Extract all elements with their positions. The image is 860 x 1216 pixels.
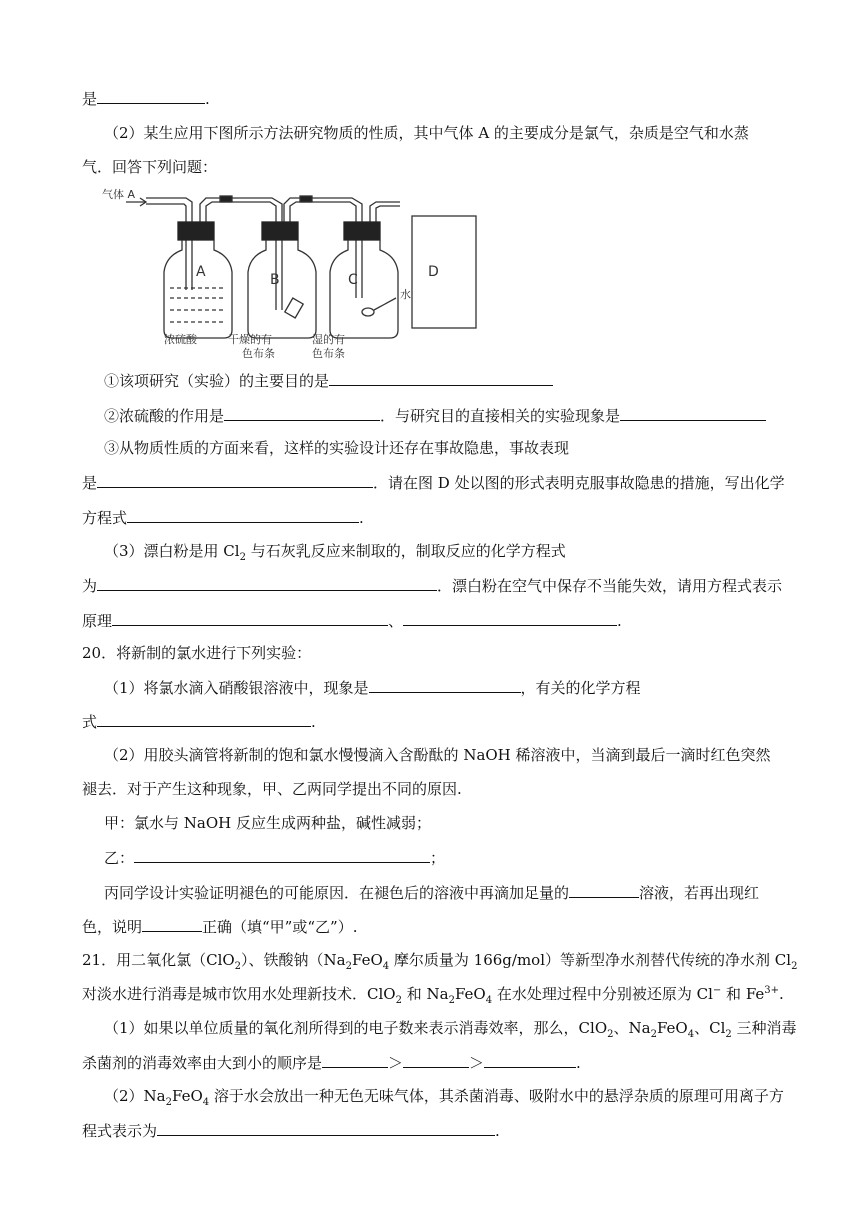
question-20-1: （1）将氯水滴入硝酸银溶液中，现象是 ，有关的化学方程 xyxy=(104,679,641,697)
wet-cloth-label: 湿的有 xyxy=(312,333,345,346)
water-label: 水 xyxy=(400,288,411,301)
answer-blank[interactable] xyxy=(403,1052,469,1068)
answer-blank[interactable] xyxy=(112,610,388,626)
box-d xyxy=(412,216,476,328)
answer-blank[interactable] xyxy=(97,711,311,727)
wet-cloth-label-2: 色布条 xyxy=(312,347,345,360)
student-yi: 乙： ； xyxy=(104,849,446,867)
dry-cloth-label: 干燥的有 xyxy=(228,333,272,346)
answer-blank[interactable] xyxy=(97,575,437,591)
answer-blank[interactable] xyxy=(620,405,766,421)
gas-label: 气体 A xyxy=(102,188,136,201)
question-21-2: $(2)Na_2FeO_4$ 溶于水会放出一种无色无味气体，其杀菌消毒、吸附水中的悬浮杂质的原理可用离子方 xyxy=(104,1087,784,1108)
student-bing-cont: 色，说明 正确（填“甲”或“乙”）. xyxy=(82,918,358,936)
question-3-eq: 为 ．漂白粉在空气中保存不当能失效，请用方程式表示 xyxy=(82,577,783,595)
question-2-text: （2）某生应用下图所示方法研究物质的性质，其中气体 A 的主要成分是氯气，杂质是空气和水蒸 xyxy=(104,124,749,142)
answer-blank[interactable] xyxy=(142,916,202,932)
conc-h2so4-label: 浓硫酸 xyxy=(164,333,197,346)
student-jia: 甲：氯水与 NaOH 反应生成两种盐，碱性减弱； xyxy=(104,814,431,832)
answer-blank[interactable] xyxy=(322,1052,388,1068)
question-21-2-eq: 程式表示为 . xyxy=(82,1122,500,1140)
sub-question-1: ①该项研究（实验）的主要目的是 xyxy=(104,370,553,391)
line-answer-prev: 是 . xyxy=(82,90,210,108)
question-21-1-order: 杀菌剂的消毒效率由大到小的顺序是 ＞ ＞ . xyxy=(82,1054,581,1072)
answer-blank[interactable] xyxy=(224,405,380,421)
apparatus-diagram xyxy=(100,180,485,360)
question-20-2: （2）用胶头滴管将新制的饱和氯水慢慢滴入含酚酞的 NaOH 稀溶液中，当滴到最后一滴时红色突然 xyxy=(104,746,771,764)
answer-blank[interactable] xyxy=(134,847,430,863)
question-3-principle: 原理 、 . xyxy=(82,612,622,630)
sub-question-3-eq: 方程式 . xyxy=(82,509,364,527)
answer-blank[interactable] xyxy=(569,882,639,898)
answer-blank[interactable] xyxy=(329,370,553,386)
answer-blank[interactable] xyxy=(97,472,373,488)
question-2-text-cont: 气．回答下列问题： xyxy=(82,158,218,176)
question-20-1-eq: 式 . xyxy=(82,713,316,731)
answer-blank[interactable] xyxy=(127,507,359,523)
bottle-c xyxy=(330,222,398,338)
question-21-1: （1）如果以单位质量的氧化剂所得到的电子数来表示消毒效率，那么，ClO$_2$、$Na_2FeO_4$、$Cl_2$ 三种消毒 xyxy=(104,1019,797,1040)
answer-blank[interactable] xyxy=(97,88,205,104)
sub-question-3: ③从物质性质的方面来看，这样的实验设计还存在事故隐患，事故表现 xyxy=(104,439,570,457)
question-21-text: 对淡水进行消毒是城市饮用水处理新技术．ClO$_2$ 和 $Na_2FeO_4$ 在水处理过程中分别被还原为 Cl− 和 $Fe^{3+}$. xyxy=(82,985,784,1006)
answer-blank[interactable] xyxy=(403,610,617,626)
question-21-title: 21．用二氧化氯（ClO$_2$）、铁酸钠（$Na_2FeO_4$ 摩尔质量为 166g/mol）等新型净水剂替代传统的净水剂 $Cl_2$ xyxy=(82,951,798,972)
label-d: D xyxy=(428,264,439,280)
label-a: A xyxy=(196,264,206,280)
label-b: B xyxy=(270,272,280,288)
dry-cloth-label-2: 色布条 xyxy=(242,347,275,360)
question-20-title: 20．将新制的氯水进行下列实验： xyxy=(82,644,312,662)
bottle-a xyxy=(164,222,232,338)
question-3-text: （3）漂白粉是用 $Cl_2$ 与石灰乳反应来制取的，制取反应的化学方程式 xyxy=(104,542,566,563)
answer-blank[interactable] xyxy=(369,677,521,693)
answer-blank[interactable] xyxy=(484,1052,576,1068)
sub-question-2: ②浓硫酸的作用是 ．与研究目的直接相关的实验现象是 xyxy=(104,405,766,426)
answer-blank[interactable] xyxy=(157,1120,495,1136)
student-bing: 丙同学设计实验证明褪色的可能原因．在褪色后的溶液中再滴加足量的 溶液，若再出现红 xyxy=(104,884,760,902)
label-c: C xyxy=(348,272,358,288)
question-20-2-cont: 褪去．对于产生这种现象，甲、乙两同学提出不同的原因. xyxy=(82,780,462,798)
sub-question-3-cont: 是 ．请在图 D 处以图的形式表明克服事故隐患的措施，写出化学 xyxy=(82,474,785,492)
